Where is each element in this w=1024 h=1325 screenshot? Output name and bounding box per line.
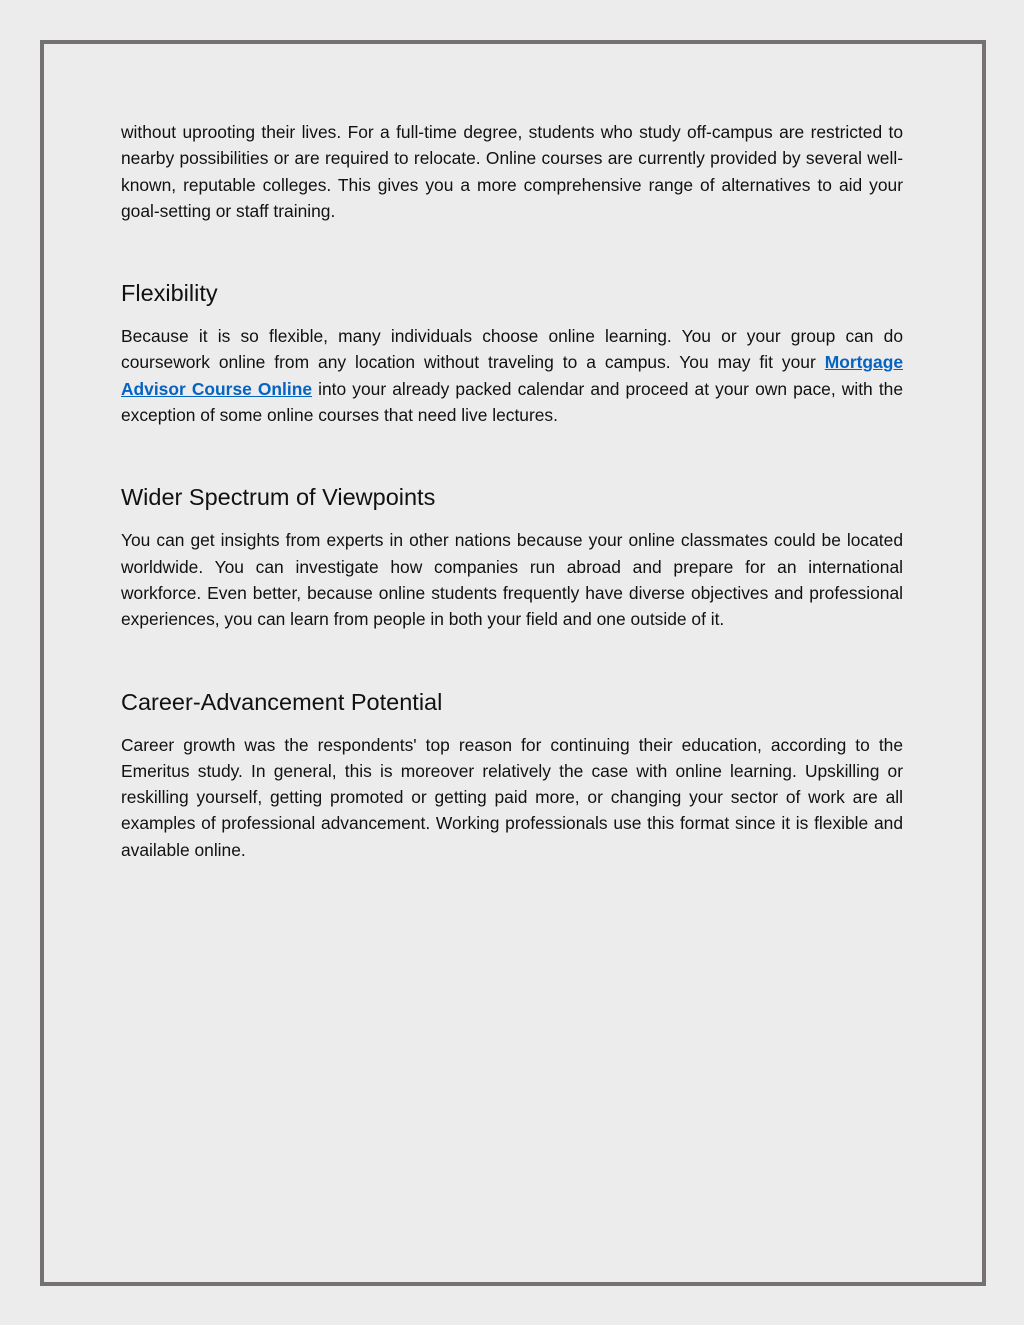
mortgage-advisor-course-link[interactable]: Mortgage Advisor Course Online xyxy=(121,352,903,399)
heading-wider-spectrum: Wider Spectrum of Viewpoints xyxy=(121,484,436,511)
heading-career-advancement: Career-Advancement Potential xyxy=(121,688,443,715)
document-body xyxy=(121,119,903,863)
wider-spectrum-paragraph: You can get insights from experts in other nations because your online classmates could be located worldwide. You can investigate how companies run abroad and prepare for an international workforce. Even better, because online students frequently have diverse objectives and professional experiences, you can learn from people in both your field and one outside of it. xyxy=(121,530,903,630)
intro-paragraph: without uprooting their lives. For a full-time degree, students who study off-campus are restricted to nearby possibilities or are required to relocate. Online courses are currently provided by several well-known, reputable colleges. This gives you a more comprehensive range of alternatives to aid your goal-setting or staff training. xyxy=(121,122,903,221)
career-advancement-paragraph: Career growth was the respondents' top reason for continuing their education, according to the Emeritus study. In general, this is moreover relatively the case with online learning. Upskilling or reskilling yourself, getting promoted or getting paid more, or changing your sector of work are all examples of professional advancement. Working professionals use this format since it is flexible and available online. xyxy=(121,734,903,860)
flexibility-paragraph xyxy=(121,323,903,428)
flexibility-text-before-link: Because it is so flexible, many individuals choose online learning. You or your group can do coursework online from any location without traveling to a campus. You may fit your xyxy=(121,326,903,373)
flexibility-text-after-link: into your already packed calendar and proceed at your own pace, with the exception of some online courses that need live lectures. xyxy=(121,378,904,426)
heading-flexibility: Flexibility xyxy=(121,280,218,307)
